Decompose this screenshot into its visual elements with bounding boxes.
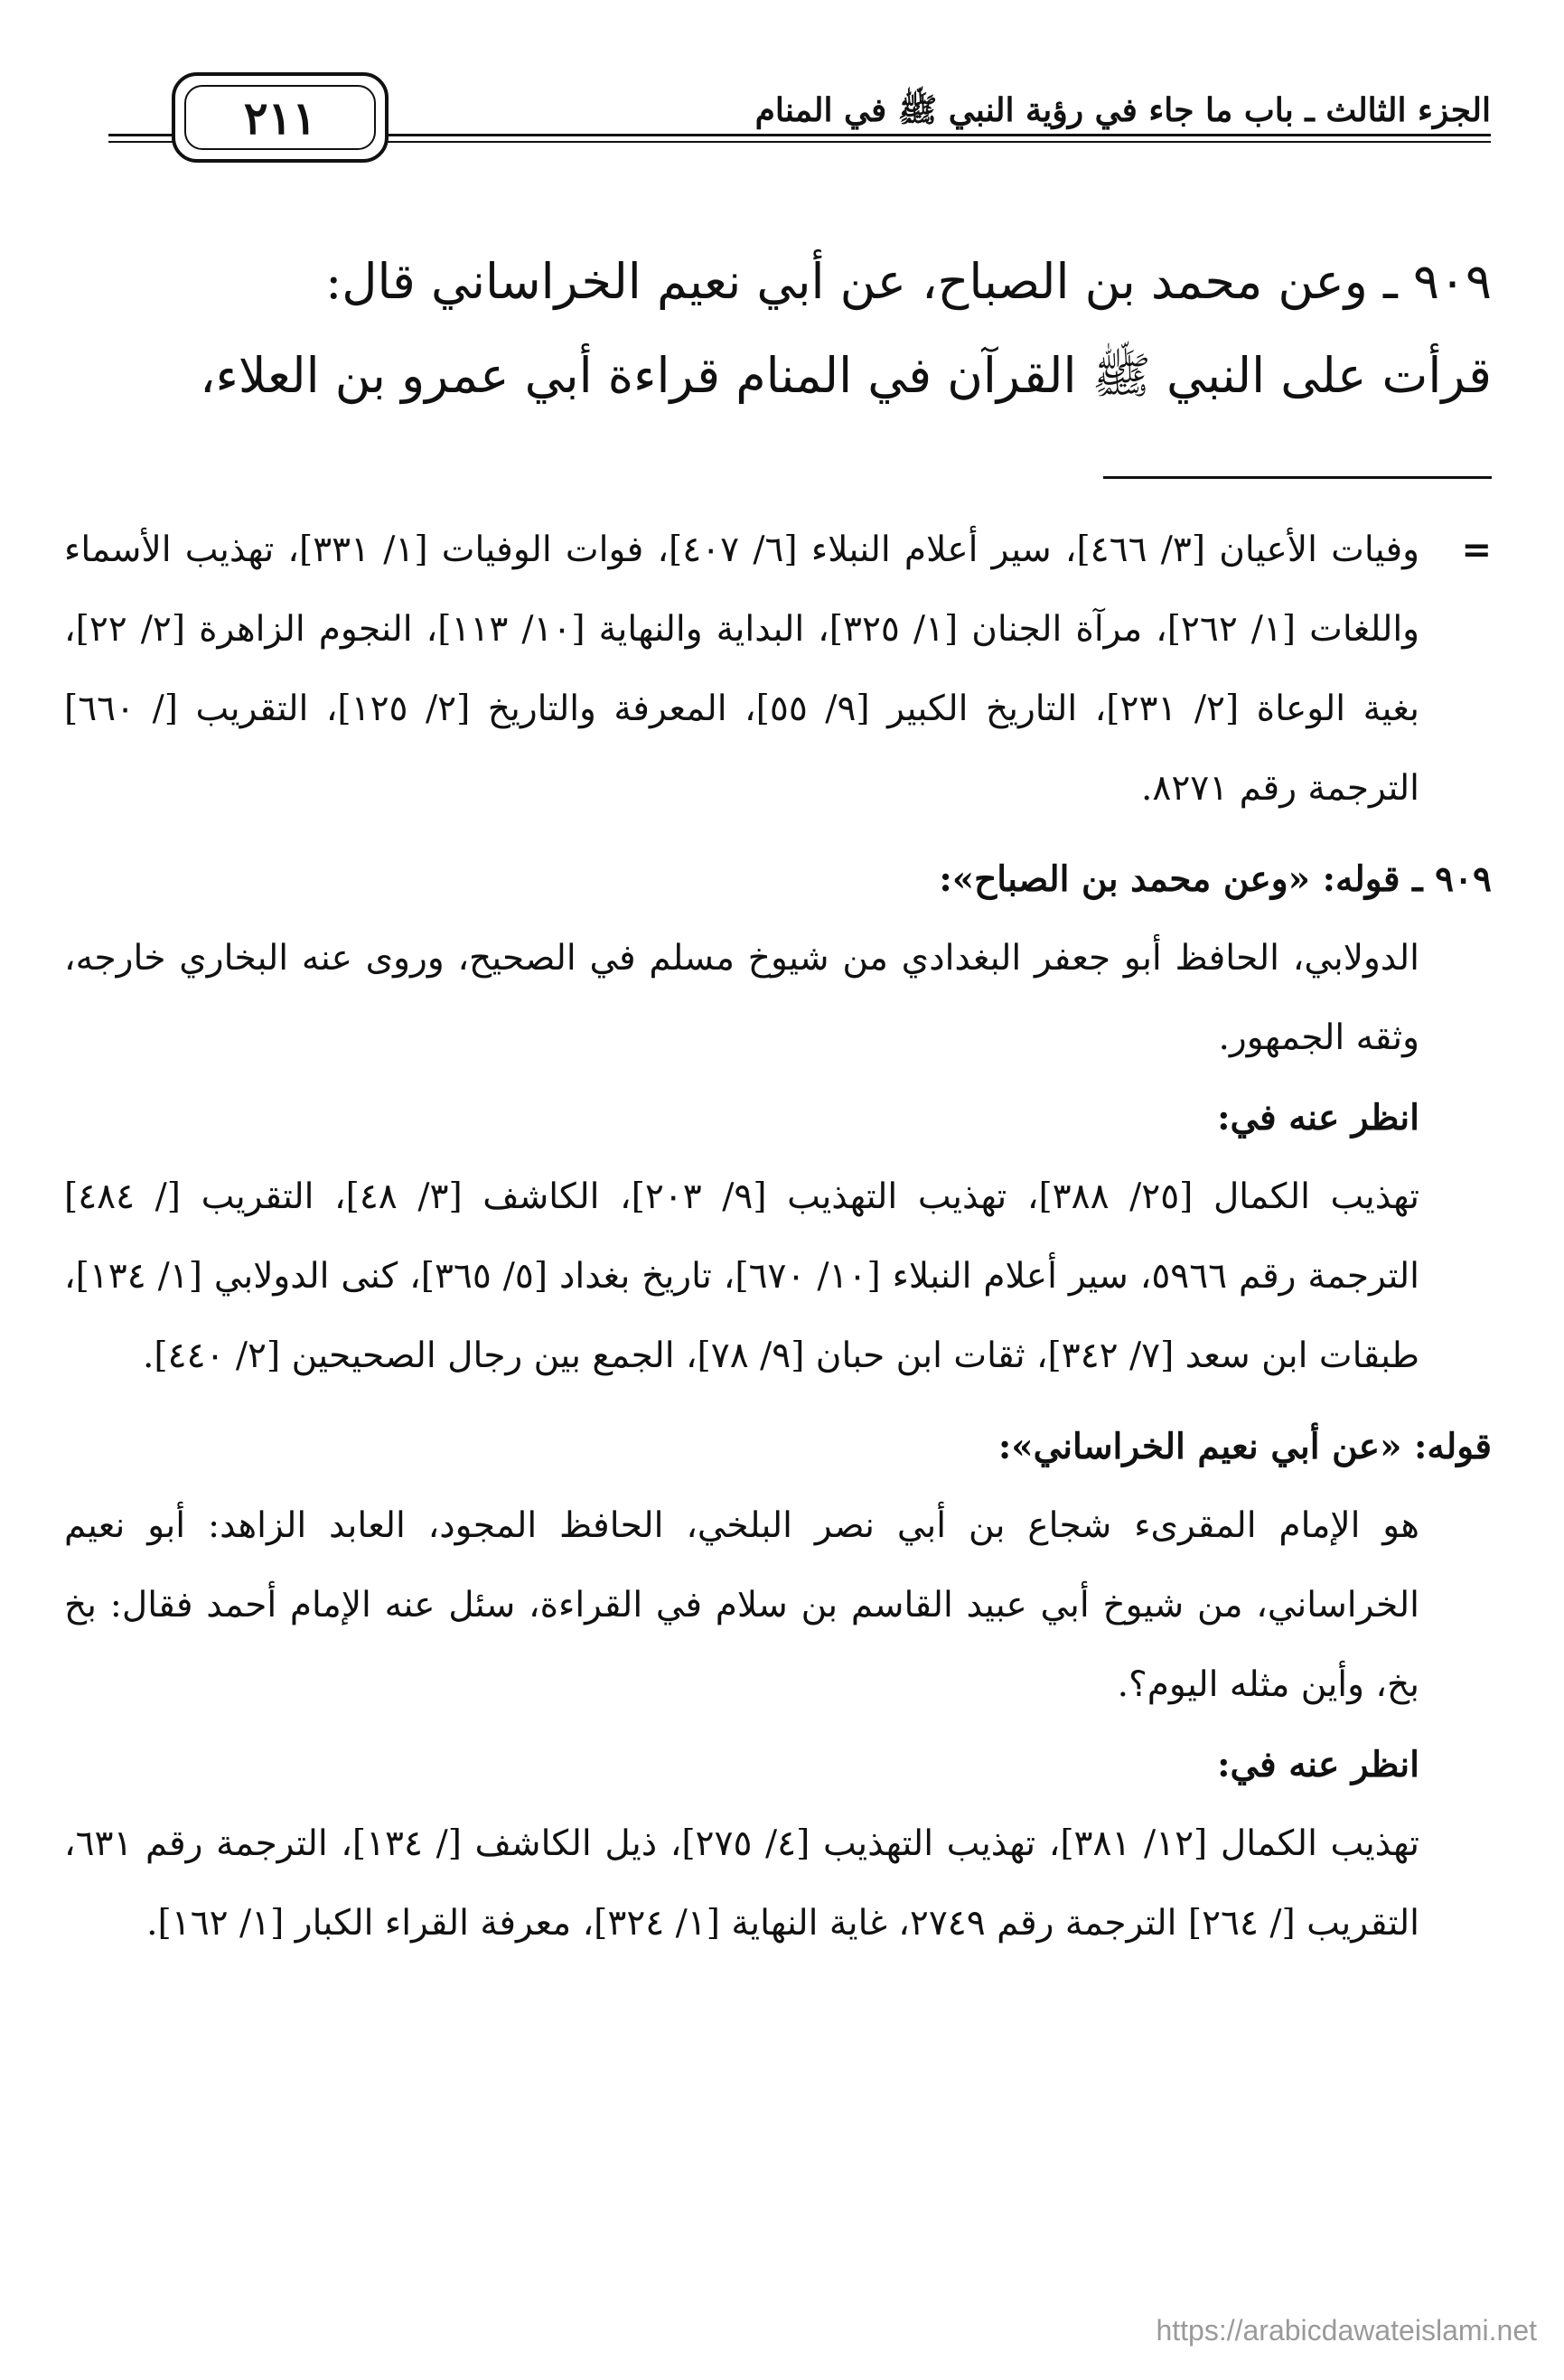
page-header: [108, 72, 1491, 172]
footnote-continuation-text: وفيات الأعيان [٣/ ٤٦٦]، سير أعلام النبلاء [٦/ ٤٠٧]، فوات الوفيات [١/ ٣٣١]، تهذيب الأسماء واللغات [١/ ٢٦٢]، مرآة الجنان [١/ ٣٢٥]، البداية والنهاية [١٠/ ١١٣]، النجوم الزاهرة [٢/ ٢٢]، بغية الوعاة [٢/ ٢٣١]، التاريخ الكبير [٩/ ٥٥]، المعرفة والتاريخ [٢/ ١٢٥]، التقريب [/ ٦٦٠] الترجمة رقم ٨٢٧١.: [64, 529, 1420, 809]
footnote-continuation: [64, 511, 1492, 829]
running-title: الجزء الثالث ـ باب ما جاء في رؤية النبي ﷺ في المنام: [754, 91, 1491, 129]
commentary-abu-nuaym: [64, 1407, 1492, 1963]
commentary-909: [64, 839, 1492, 1396]
watermark-url: https://arabicdawateislami.net: [1156, 2314, 1537, 2347]
footnote-separator: [1103, 476, 1492, 479]
continuation-marker: =: [1461, 529, 1492, 571]
page-number-frame: [172, 72, 389, 163]
commentary-abu-nuaym-see-label: انظر عنه في:: [1217, 1744, 1419, 1785]
commentary-909-heading: ٩٠٩ ـ قوله: «وعن محمد بن الصباح»:: [939, 858, 1492, 900]
commentary-abu-nuaym-refs: تهذيب الكمال [١٢/ ٣٨١]، تهذيب التهذيب [٤/ ٢٧٥]، ذيل الكاشف [/ ١٣٤]، الترجمة رقم ٦٣١، التقريب [/ ٢٦٤] الترجمة رقم ٢٧٤٩، غاية النهاية [١/ ٣٢٤]، معرفة القراء الكبار [١/ ١٦٢].: [64, 1823, 1419, 1944]
commentary-909-body: الدولابي، الحافظ أبو جعفر البغدادي من شيوخ مسلم في الصحيح، وروى عنه البخاري خارجه، وثقه الجمهور.: [64, 938, 1419, 1058]
main-text-line-2: قرأت على النبي ﷺ القرآن في المنام قراءة أبي عمرو بن العلاء،: [200, 347, 1492, 404]
commentary-abu-nuaym-body: هو الإمام المقرىء شجاع بن أبي نصر البلخي، الحافظ المجود، العابد الزاهد: أبو نعيم الخراساني، من شيوخ أبي عبيد القاسم بن سلام في القراءة، سئل عنه الإمام أحمد فقال: بخ بخ، وأين مثله اليوم؟.: [64, 1505, 1419, 1705]
commentary-abu-nuaym-heading: قوله: «عن أبي نعيم الخراساني»:: [997, 1426, 1492, 1467]
footnotes-area: [64, 511, 1492, 1963]
main-text-line-1: ٩٠٩ ـ وعن محمد بن الصباح، عن أبي نعيم الخراساني قال:: [325, 253, 1492, 310]
page-number: ٢١١: [184, 85, 376, 150]
commentary-909-see-label: انظر عنه في:: [1217, 1097, 1419, 1138]
commentary-909-refs: تهذيب الكمال [٢٥/ ٣٨٨]، تهذيب التهذيب [٩/ ٢٠٣]، الكاشف [٣/ ٤٨]، التقريب [/ ٤٨٤] الترجمة رقم ٥٩٦٦، سير أعلام النبلاء [١٠/ ٦٧٠]، تاريخ بغداد [٥/ ٣٦٥]، كنى الدولابي [١/ ١٣٤]، طبقات ابن سعد [٧/ ٣٤٢]، ثقات ابن حبان [٩/ ٧٨]، الجمع بين رجال الصحيحين [٢/ ٤٤٠].: [64, 1176, 1420, 1376]
main-hadith-text: [109, 235, 1492, 423]
